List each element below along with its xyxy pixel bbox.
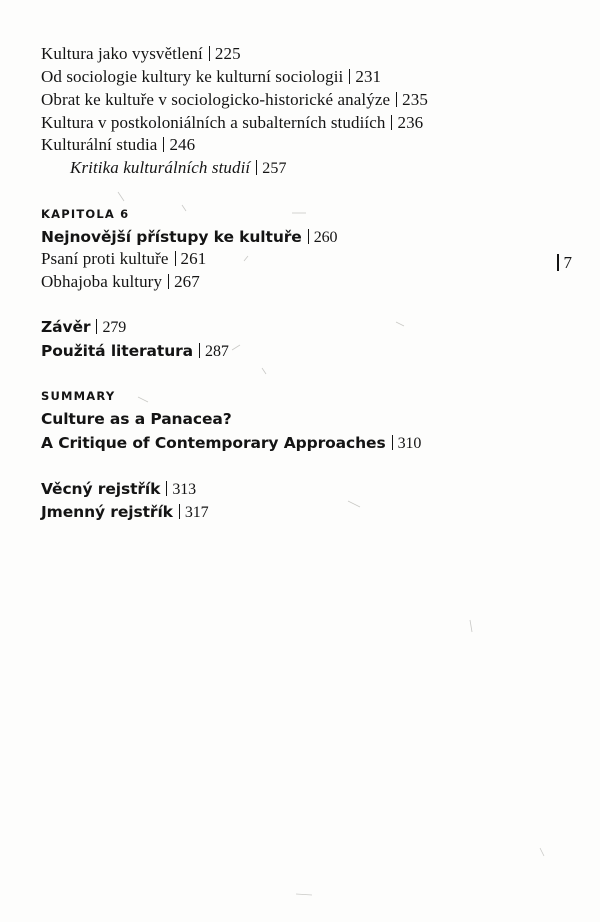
- summary-line2-title: A Critique of Contemporary Approaches: [41, 434, 386, 452]
- page-number-value: 7: [563, 253, 572, 272]
- toc-entry-title: Psaní proti kultuře: [41, 249, 169, 268]
- speck: [470, 620, 472, 632]
- toc-entry-page: 231: [355, 67, 382, 86]
- index-page: 317: [184, 504, 209, 521]
- toc-entry-page: 236: [397, 113, 424, 132]
- backmatter-page: 287: [205, 343, 229, 360]
- speck: [138, 397, 148, 402]
- speck: [348, 501, 360, 507]
- speck: [118, 192, 124, 201]
- speck: [396, 322, 404, 326]
- speck: [182, 205, 186, 211]
- index-title: Věcný rejstřík: [41, 480, 161, 498]
- speck: [262, 368, 266, 374]
- speck: [540, 848, 544, 856]
- backmatter-title: Závěr: [41, 318, 91, 336]
- toc-entry-page: 225: [214, 44, 241, 63]
- toc-entry-title: Kultura jako vysvětlení: [41, 44, 203, 63]
- summary-page: 310: [397, 435, 422, 452]
- speck: [232, 345, 240, 350]
- speck: [244, 256, 248, 261]
- toc-entry-page: 261: [180, 249, 207, 268]
- toc-entry-title: Kulturální studia: [41, 135, 158, 154]
- toc-entry-page: 246: [169, 135, 196, 154]
- chapter-label: KAPITOLA 6: [41, 207, 130, 221]
- toc-entry-page: 267: [174, 272, 200, 291]
- summary-label: SUMMARY: [41, 389, 116, 403]
- chapter-heading-title: Nejnovější přístupy ke kultuře: [41, 228, 302, 246]
- speck: [296, 894, 312, 895]
- index-title: Jmenný rejstřík: [41, 503, 173, 521]
- backmatter-title: Použitá literatura: [41, 342, 194, 360]
- toc-entry-title: Obhajoba kultury: [41, 272, 163, 291]
- backmatter-page: 279: [102, 319, 127, 336]
- toc-entry-title: Obrat ke kultuře v sociologicko-historické analýze: [41, 90, 391, 109]
- chapter-heading-page: 260: [313, 229, 338, 246]
- toc-entry-page: 235: [402, 90, 428, 109]
- toc-entry-title: Od sociologie kultury ke kulturní sociologii: [41, 67, 344, 86]
- toc-entry-page: 257: [262, 160, 287, 177]
- toc-entry-title: Kritika kulturálních studií: [70, 158, 251, 177]
- toc-entry-title: Kultura v postkoloniálních a subalterních studiích: [41, 113, 386, 132]
- summary-line1: Culture as a Panacea?: [41, 410, 232, 428]
- index-page: 313: [172, 481, 197, 498]
